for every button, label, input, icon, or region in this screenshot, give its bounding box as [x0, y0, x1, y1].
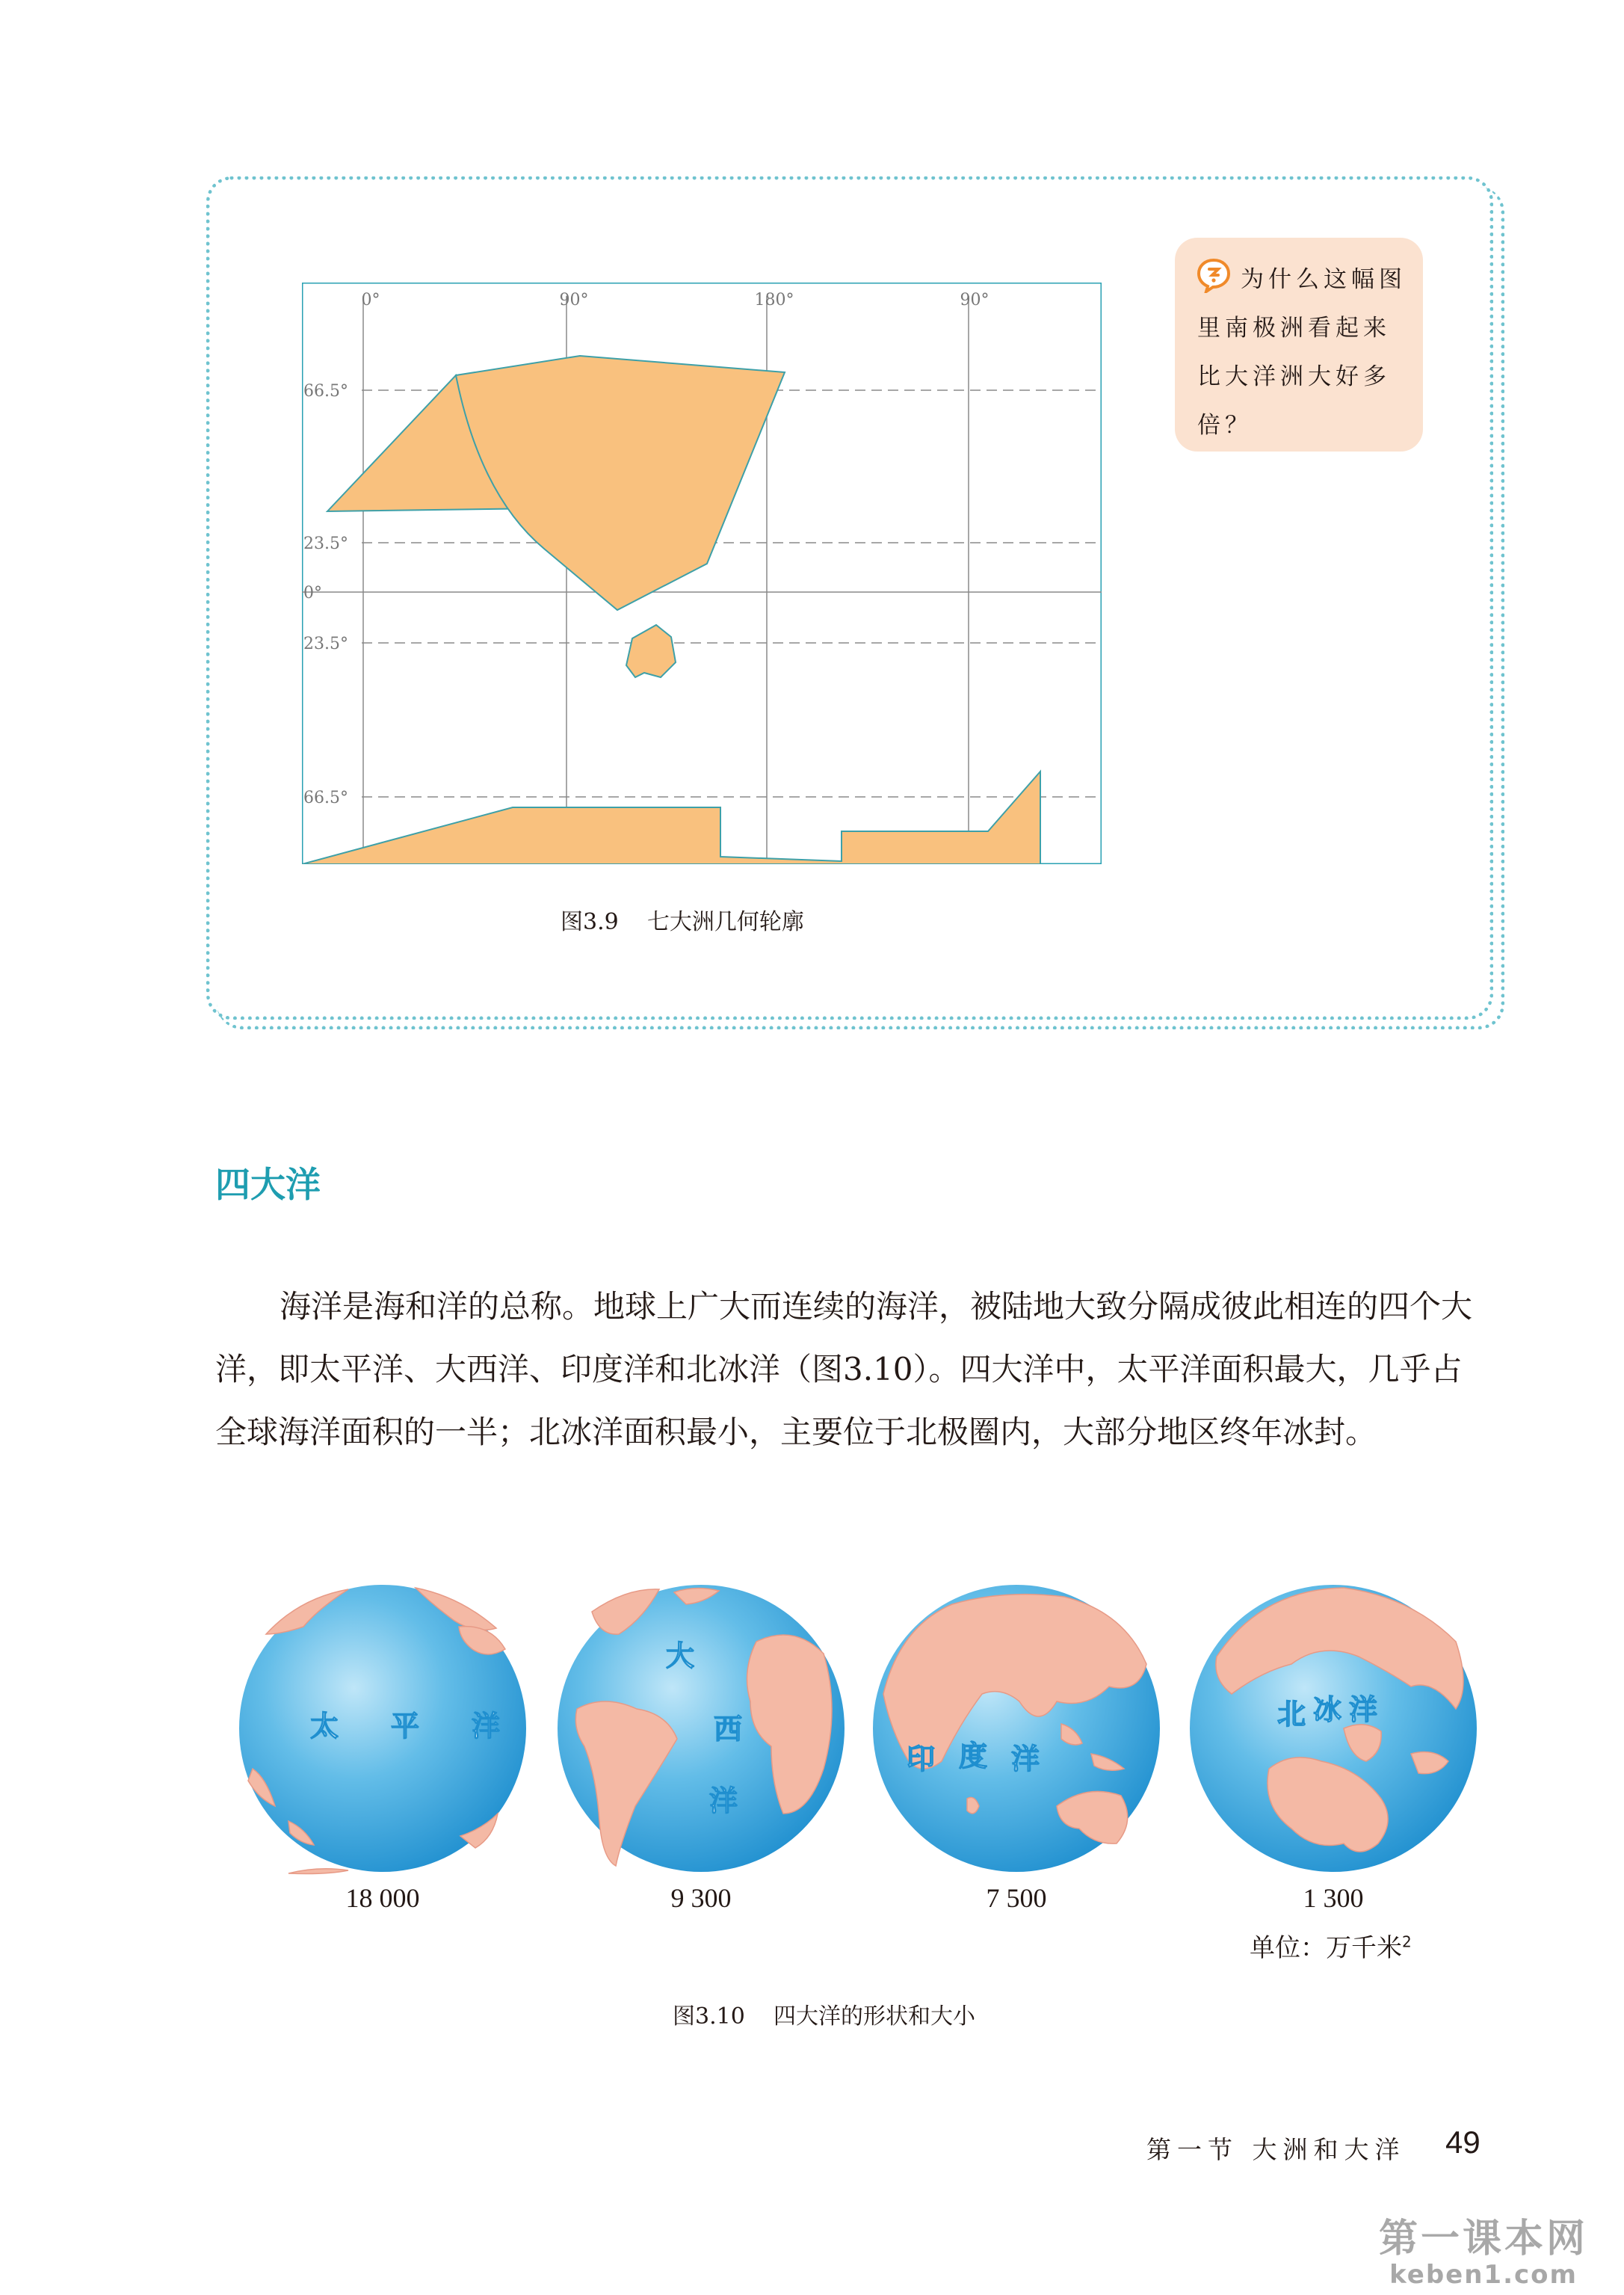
figure-3-9-caption: 图3.9 七大洲几何轮廓 — [561, 909, 804, 935]
globe-indian — [870, 1582, 1163, 1875]
continent-outline-map — [302, 283, 1102, 864]
thinking-note-text: 为什么这幅图里南极洲看起来比大洋洲大好多倍？ — [1197, 266, 1407, 439]
ocean-label-char: 印 — [906, 1743, 936, 1775]
ocean-label-char: 洋 — [708, 1784, 738, 1817]
latitude-label: 66.5° — [303, 789, 348, 807]
latitude-label: 23.5° — [303, 635, 348, 653]
longitude-label: 0° — [361, 291, 380, 309]
ocean-label-char: 洋 — [1348, 1693, 1378, 1726]
figure-3-10-caption: 图3.10 四大洋的形状和大小 — [673, 2003, 975, 2030]
ocean-label-char: 洋 — [471, 1710, 501, 1743]
ocean-area-value: 18 000 — [345, 1883, 420, 1913]
globe-arctic — [1187, 1582, 1480, 1875]
ocean-label-char: 洋 — [1010, 1743, 1040, 1775]
latitude-label: 23.5° — [303, 535, 348, 553]
page-number: 49 — [1445, 2125, 1481, 2160]
ocean-label-char: 西 — [713, 1713, 743, 1746]
longitude-label: 90° — [960, 291, 989, 309]
footer-section-title: 第一节 大洲和大洋 — [1146, 2135, 1406, 2164]
area-unit-label: 单位：万千米$^2$ — [1250, 1932, 1412, 1963]
ocean-label-char: 度 — [958, 1740, 988, 1772]
ocean-area-value: 1 300 — [1303, 1883, 1364, 1913]
globe-pacific — [236, 1582, 529, 1875]
section-heading: 四大洋 — [215, 1165, 321, 1206]
thinking-note — [1175, 238, 1423, 452]
longitude-label: 90° — [559, 291, 589, 309]
watermark-line-2: keben1.com — [1389, 2260, 1578, 2290]
ocean-area-value: 9 300 — [670, 1883, 732, 1913]
latitude-label: 0° — [303, 584, 322, 603]
ocean-label-char: 冰 — [1312, 1693, 1342, 1726]
watermark-line-1: 第一课本网 — [1378, 2217, 1588, 2261]
ocean-area-value: 7 500 — [986, 1883, 1047, 1913]
body-paragraph: 海洋是海和洋的总称。地球上广大而连续的海洋，被陆地大致分隔成彼此相连的四个大洋，即太平洋、大西洋、印度洋和北冰洋（图3.10）。四大洋中，太平洋面积最大，几乎占全球海洋面积的一半；北冰洋面积最小，主要位于北极圈内，大部分地区终年冰封。 — [215, 1288, 1473, 1450]
globe-atlantic — [555, 1582, 847, 1875]
longitude-label: 180° — [754, 291, 794, 309]
ocean-label-char: 平 — [390, 1710, 420, 1743]
latitude-label: 66.5° — [303, 382, 348, 401]
ocean-label-char: 大 — [665, 1639, 695, 1672]
ocean-label-char: 北 — [1276, 1698, 1306, 1731]
ocean-label-char: 太 — [309, 1710, 339, 1743]
site-watermark — [1360, 2207, 1607, 2290]
